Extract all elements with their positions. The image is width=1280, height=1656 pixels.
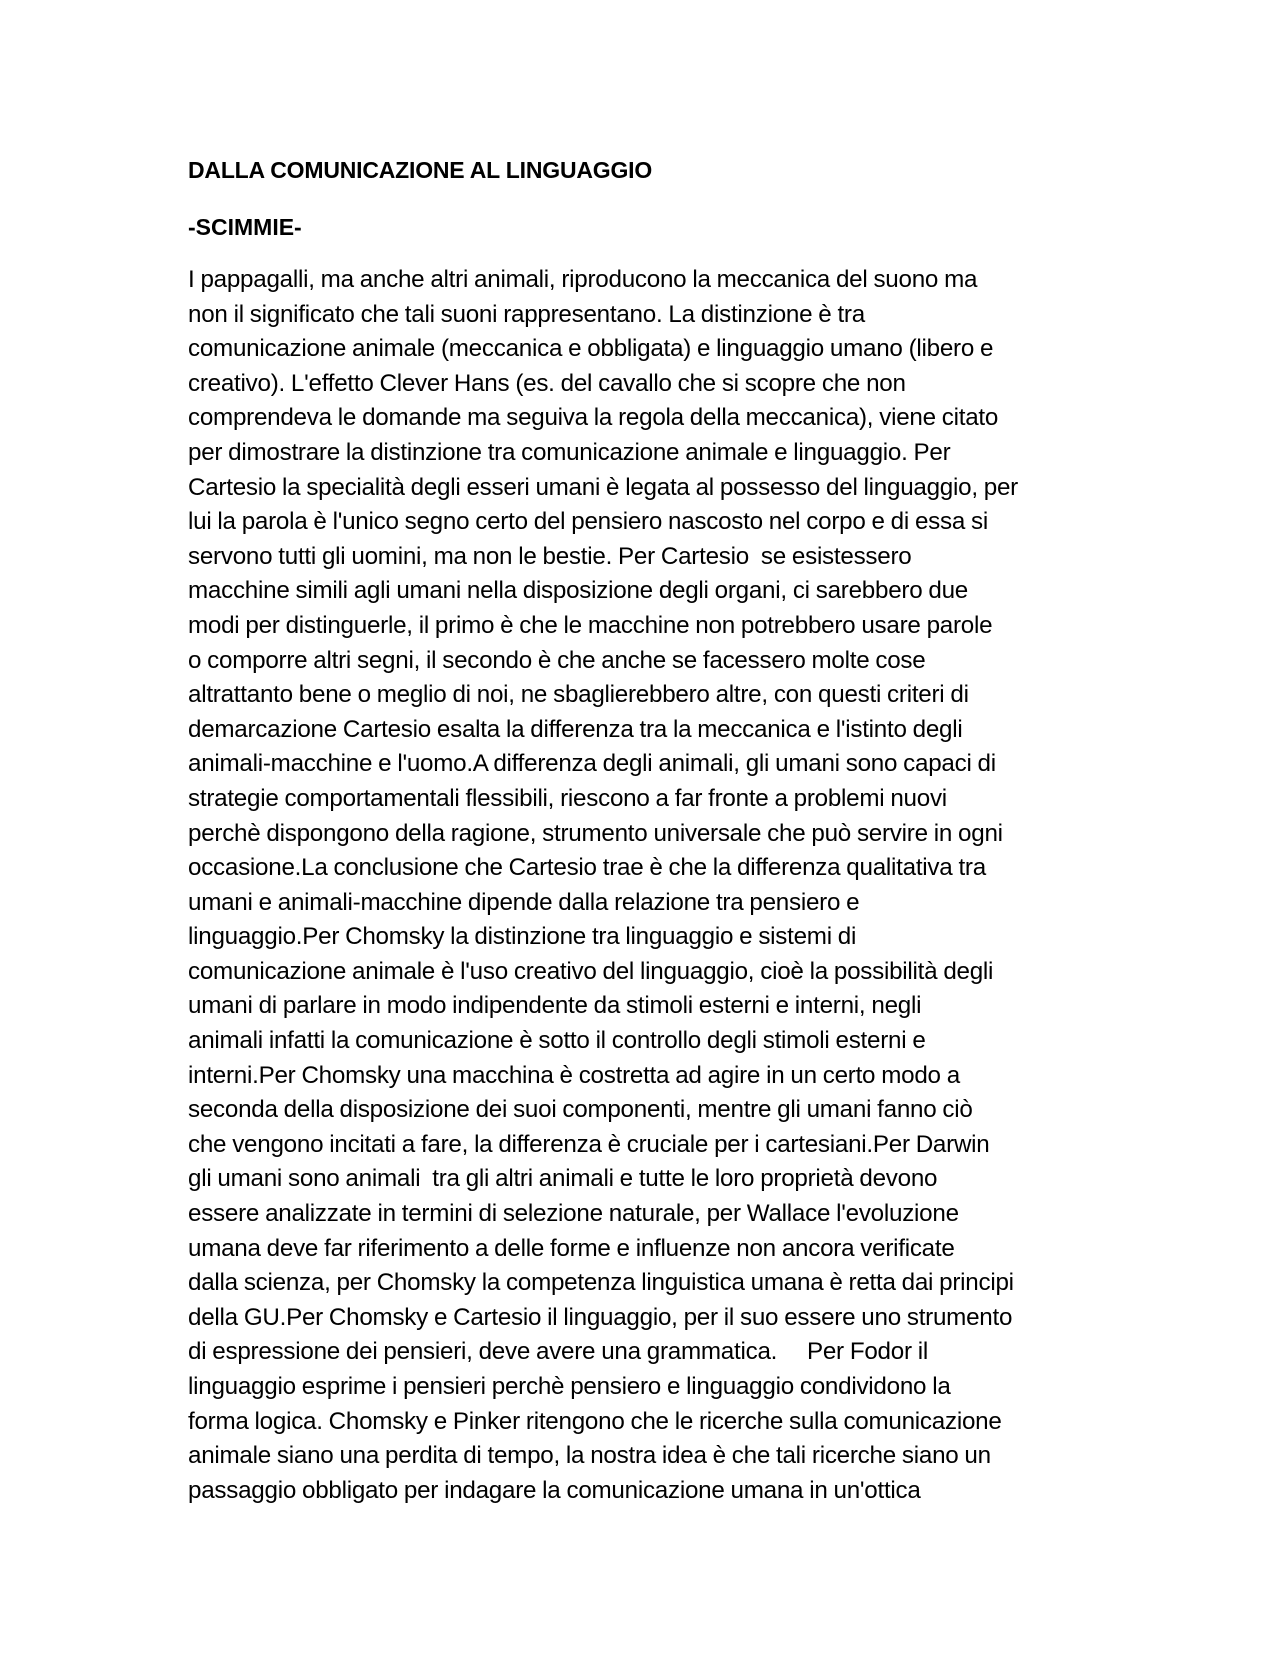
body-text-line: Cartesio la specialità degli esseri umani è legata al possesso del linguaggio, per xyxy=(188,473,1018,501)
body-text-line: animali infatti la comunicazione è sotto il controllo degli stimoli esterni e xyxy=(188,1027,926,1055)
body-text-line: umani di parlare in modo indipendente da stimoli esterni e interni, negli xyxy=(188,992,922,1020)
body-text-line: occasione.La conclusione che Cartesio trae è che la differenza qualitativa tra xyxy=(188,854,986,882)
body-text-line: macchine simili agli umani nella disposizione degli organi, ci sarebbero due xyxy=(188,577,968,605)
body-text-line: strategie comportamentali flessibili, riescono a far fronte a problemi nuovi xyxy=(188,784,947,812)
body-text-line: della GU.Per Chomsky e Cartesio il linguaggio, per il suo essere uno strumento xyxy=(188,1303,1013,1331)
body-text-line: o comporre altri segni, il secondo è che anche se facessero molte cose xyxy=(188,646,926,674)
body-text-line: umana deve far riferimento a delle forme e influenze non ancora verificate xyxy=(188,1234,955,1262)
body-text-line: perchè dispongono della ragione, strumento universale che può servire in ogni xyxy=(188,819,1003,847)
body-text-line: interni.Per Chomsky una macchina è costretta ad agire in un certo modo a xyxy=(188,1061,960,1089)
body-text-line: non il significato che tali suoni rappresentano. La distinzione è tra xyxy=(188,300,865,328)
body-text-line: modi per distinguerle, il primo è che le macchine non potrebbero usare parole xyxy=(188,611,993,639)
body-text-line: servono tutti gli uomini, ma non le bestie. Per Cartesio se esistessero xyxy=(188,542,912,570)
document-title: DALLA COMUNICAZIONE AL LINGUAGGIO xyxy=(188,157,653,183)
body-text-line: animale siano una perdita di tempo, la nostra idea è che tali ricerche siano un xyxy=(188,1442,991,1470)
body-text-line: essere analizzate in termini di selezione naturale, per Wallace l'evoluzione xyxy=(188,1200,959,1228)
body-text-line: passaggio obbligato per indagare la comunicazione umana in un'ottica xyxy=(188,1476,921,1504)
body-text-line: creativo). L'effetto Clever Hans (es. del cavallo che si scopre che non xyxy=(188,369,906,397)
body-text-line: demarcazione Cartesio esalta la differenza tra la meccanica e l'istinto degli xyxy=(188,715,963,743)
body-text-line: forma logica. Chomsky e Pinker ritengono che le ricerche sulla comunicazione xyxy=(188,1407,1002,1435)
section-heading: -SCIMMIE- xyxy=(188,214,302,240)
body-text-line: animali-macchine e l'uomo.A differenza degli animali, gli umani sono capaci di xyxy=(188,750,996,778)
body-text-line: linguaggio.Per Chomsky la distinzione tra linguaggio e sistemi di xyxy=(188,923,857,951)
body-text-line: di espressione dei pensieri, deve avere una grammatica. Per Fodor il xyxy=(188,1338,928,1366)
body-text-line: comunicazione animale è l'uso creativo del linguaggio, cioè la possibilità degli xyxy=(188,957,994,985)
body-paragraph xyxy=(188,263,1108,1508)
body-text-line: I pappagalli, ma anche altri animali, riproducono la meccanica del suono ma xyxy=(188,266,978,293)
body-text-line: linguaggio esprime i pensieri perchè pensiero e linguaggio condividono la xyxy=(188,1373,951,1400)
body-text-line: dalla scienza, per Chomsky la competenza linguistica umana è retta dai principi xyxy=(188,1269,1014,1297)
body-text-line: umani e animali-macchine dipende dalla relazione tra pensiero e xyxy=(188,888,860,916)
body-text-line: che vengono incitati a fare, la differenza è cruciale per i cartesiani.Per Darwin xyxy=(188,1130,990,1158)
body-text-line: comprendeva le domande ma seguiva la regola della meccanica), viene citato xyxy=(188,404,999,432)
body-text-line: altrattanto bene o meglio di noi, ne sbaglierebbero altre, con questi criteri di xyxy=(188,681,969,709)
body-text-line: seconda della disposizione dei suoi componenti, mentre gli umani fanno ciò xyxy=(188,1096,973,1124)
body-text-line: lui la parola è l'unico segno certo del pensiero nascosto nel corpo e di essa si xyxy=(188,508,988,536)
body-text-line: per dimostrare la distinzione tra comunicazione animale e linguaggio. Per xyxy=(188,438,951,466)
body-text-line: gli umani sono animali tra gli altri animali e tutte le loro proprietà devono xyxy=(188,1165,938,1193)
body-text-line: comunicazione animale (meccanica e obbligata) e linguaggio umano (libero e xyxy=(188,335,994,363)
